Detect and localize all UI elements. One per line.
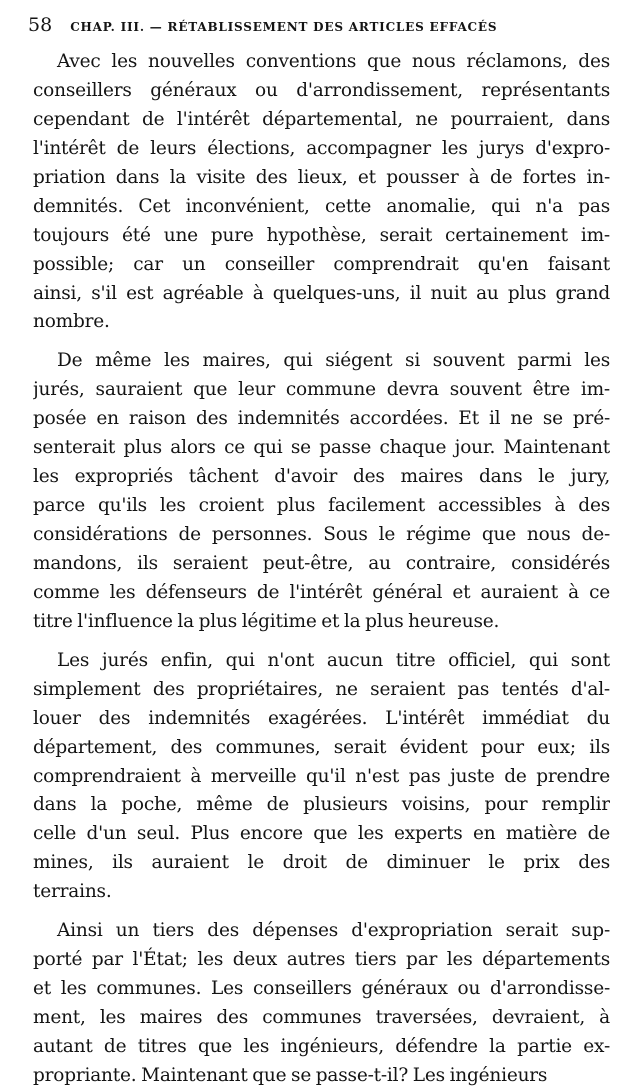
text-line: nombre. — [33, 311, 110, 333]
page-number: 58 — [28, 14, 53, 36]
text-line: posée en raison des indemnités accordées. Et il ne se pré- — [33, 408, 610, 430]
text-line: considérations de personnes. Sous le régime que nous de- — [33, 524, 610, 545]
text-line: terrains. — [33, 881, 112, 903]
text-line: et les communes. Les conseillers généraux ou d'arrondisse- — [33, 978, 610, 1000]
paragraph — [33, 917, 610, 1091]
text-line: parce qu'ils les croient plus facilement accessibles à des — [33, 495, 610, 517]
text-line: titre l'influence la plus légitime et la plus heureuse. — [33, 610, 500, 632]
text-line: les expropriés tâchent d'avoir des maires dans le jury, — [33, 466, 610, 488]
text-line: conseillers généraux ou d'arrondissement, représentants — [33, 79, 610, 101]
text-line: Ainsi un tiers des dépenses d'expropriation serait sup- — [57, 920, 610, 942]
text-line: Les jurés enfin, qui n'ont aucun titre officiel, qui sont — [57, 649, 610, 671]
text-line: possible; car un conseiller comprendrait qu'en faisant — [33, 253, 610, 275]
running-header — [28, 14, 618, 40]
paragraph — [33, 347, 610, 636]
running-title: CHAP. III. — RÉTABLISSEMENT DES ARTICLES EFFACÉS — [70, 20, 498, 34]
text-line: l'intérêt de leurs élections, accompagner les jurys d'expro- — [33, 137, 610, 159]
text-line: priation dans la visite des lieux, et pousser à de fortes in- — [33, 166, 610, 188]
paragraph-gap — [33, 637, 610, 647]
paragraph-gap — [33, 337, 610, 347]
text-line: dans la poche, même de plusieurs voisins, pour remplir — [33, 794, 610, 816]
text-line: autant de titres que les ingénieurs, défendre la partie ex- — [33, 1035, 610, 1057]
text-line: ment, les maires des communes traversées, devraient, à — [33, 1007, 610, 1028]
text-line: ainsi, s'il est agréable à quelques-uns, il nuit au plus grand — [33, 282, 610, 304]
paragraph-gap — [33, 907, 610, 917]
text-line: simplement des propriétaires, ne seraient pas tentés d'al- — [33, 678, 610, 700]
text-line: comprendraient à merveille qu'il n'est pas juste de prendre — [33, 765, 610, 787]
text-line: porté par l'État; les deux autres tiers par les départements — [33, 949, 610, 971]
paragraph — [33, 48, 610, 337]
text-line: senterait plus alors ce qui se passe chaque jour. Maintenant — [33, 437, 610, 459]
text-line: mandons, ils seraient peut-être, au contraire, considérés — [33, 552, 610, 574]
paragraph — [33, 647, 610, 907]
text-line: Avec les nouvelles conventions que nous réclamons, des — [57, 51, 610, 72]
text-line: propriante. Maintenant que se passe-t-il? Les ingénieurs — [33, 1064, 548, 1086]
text-line: département, des communes, serait évident pour eux; ils — [33, 736, 610, 758]
body-text — [33, 48, 610, 1091]
text-line: comme les défenseurs de l'intérêt général et auraient à ce — [33, 581, 610, 603]
text-line: mines, ils auraient le droit de diminuer le prix des — [33, 852, 610, 874]
text-line: cependant de l'intérêt départemental, ne pourraient, dans — [33, 108, 610, 130]
text-line: toujours été une pure hypothèse, serait certainement im- — [33, 224, 610, 246]
text-line: celle d'un seul. Plus encore que les experts en matière de — [33, 823, 610, 845]
text-line: louer des indemnités exagérées. L'intérêt immédiat du — [33, 707, 610, 729]
text-line: demnités. Cet inconvénient, cette anomalie, qui n'a pas — [33, 195, 610, 217]
text-line: jurés, sauraient que leur commune devra souvent être im- — [33, 379, 610, 401]
text-line: De même les maires, qui siégent si souvent parmi les — [57, 350, 610, 372]
